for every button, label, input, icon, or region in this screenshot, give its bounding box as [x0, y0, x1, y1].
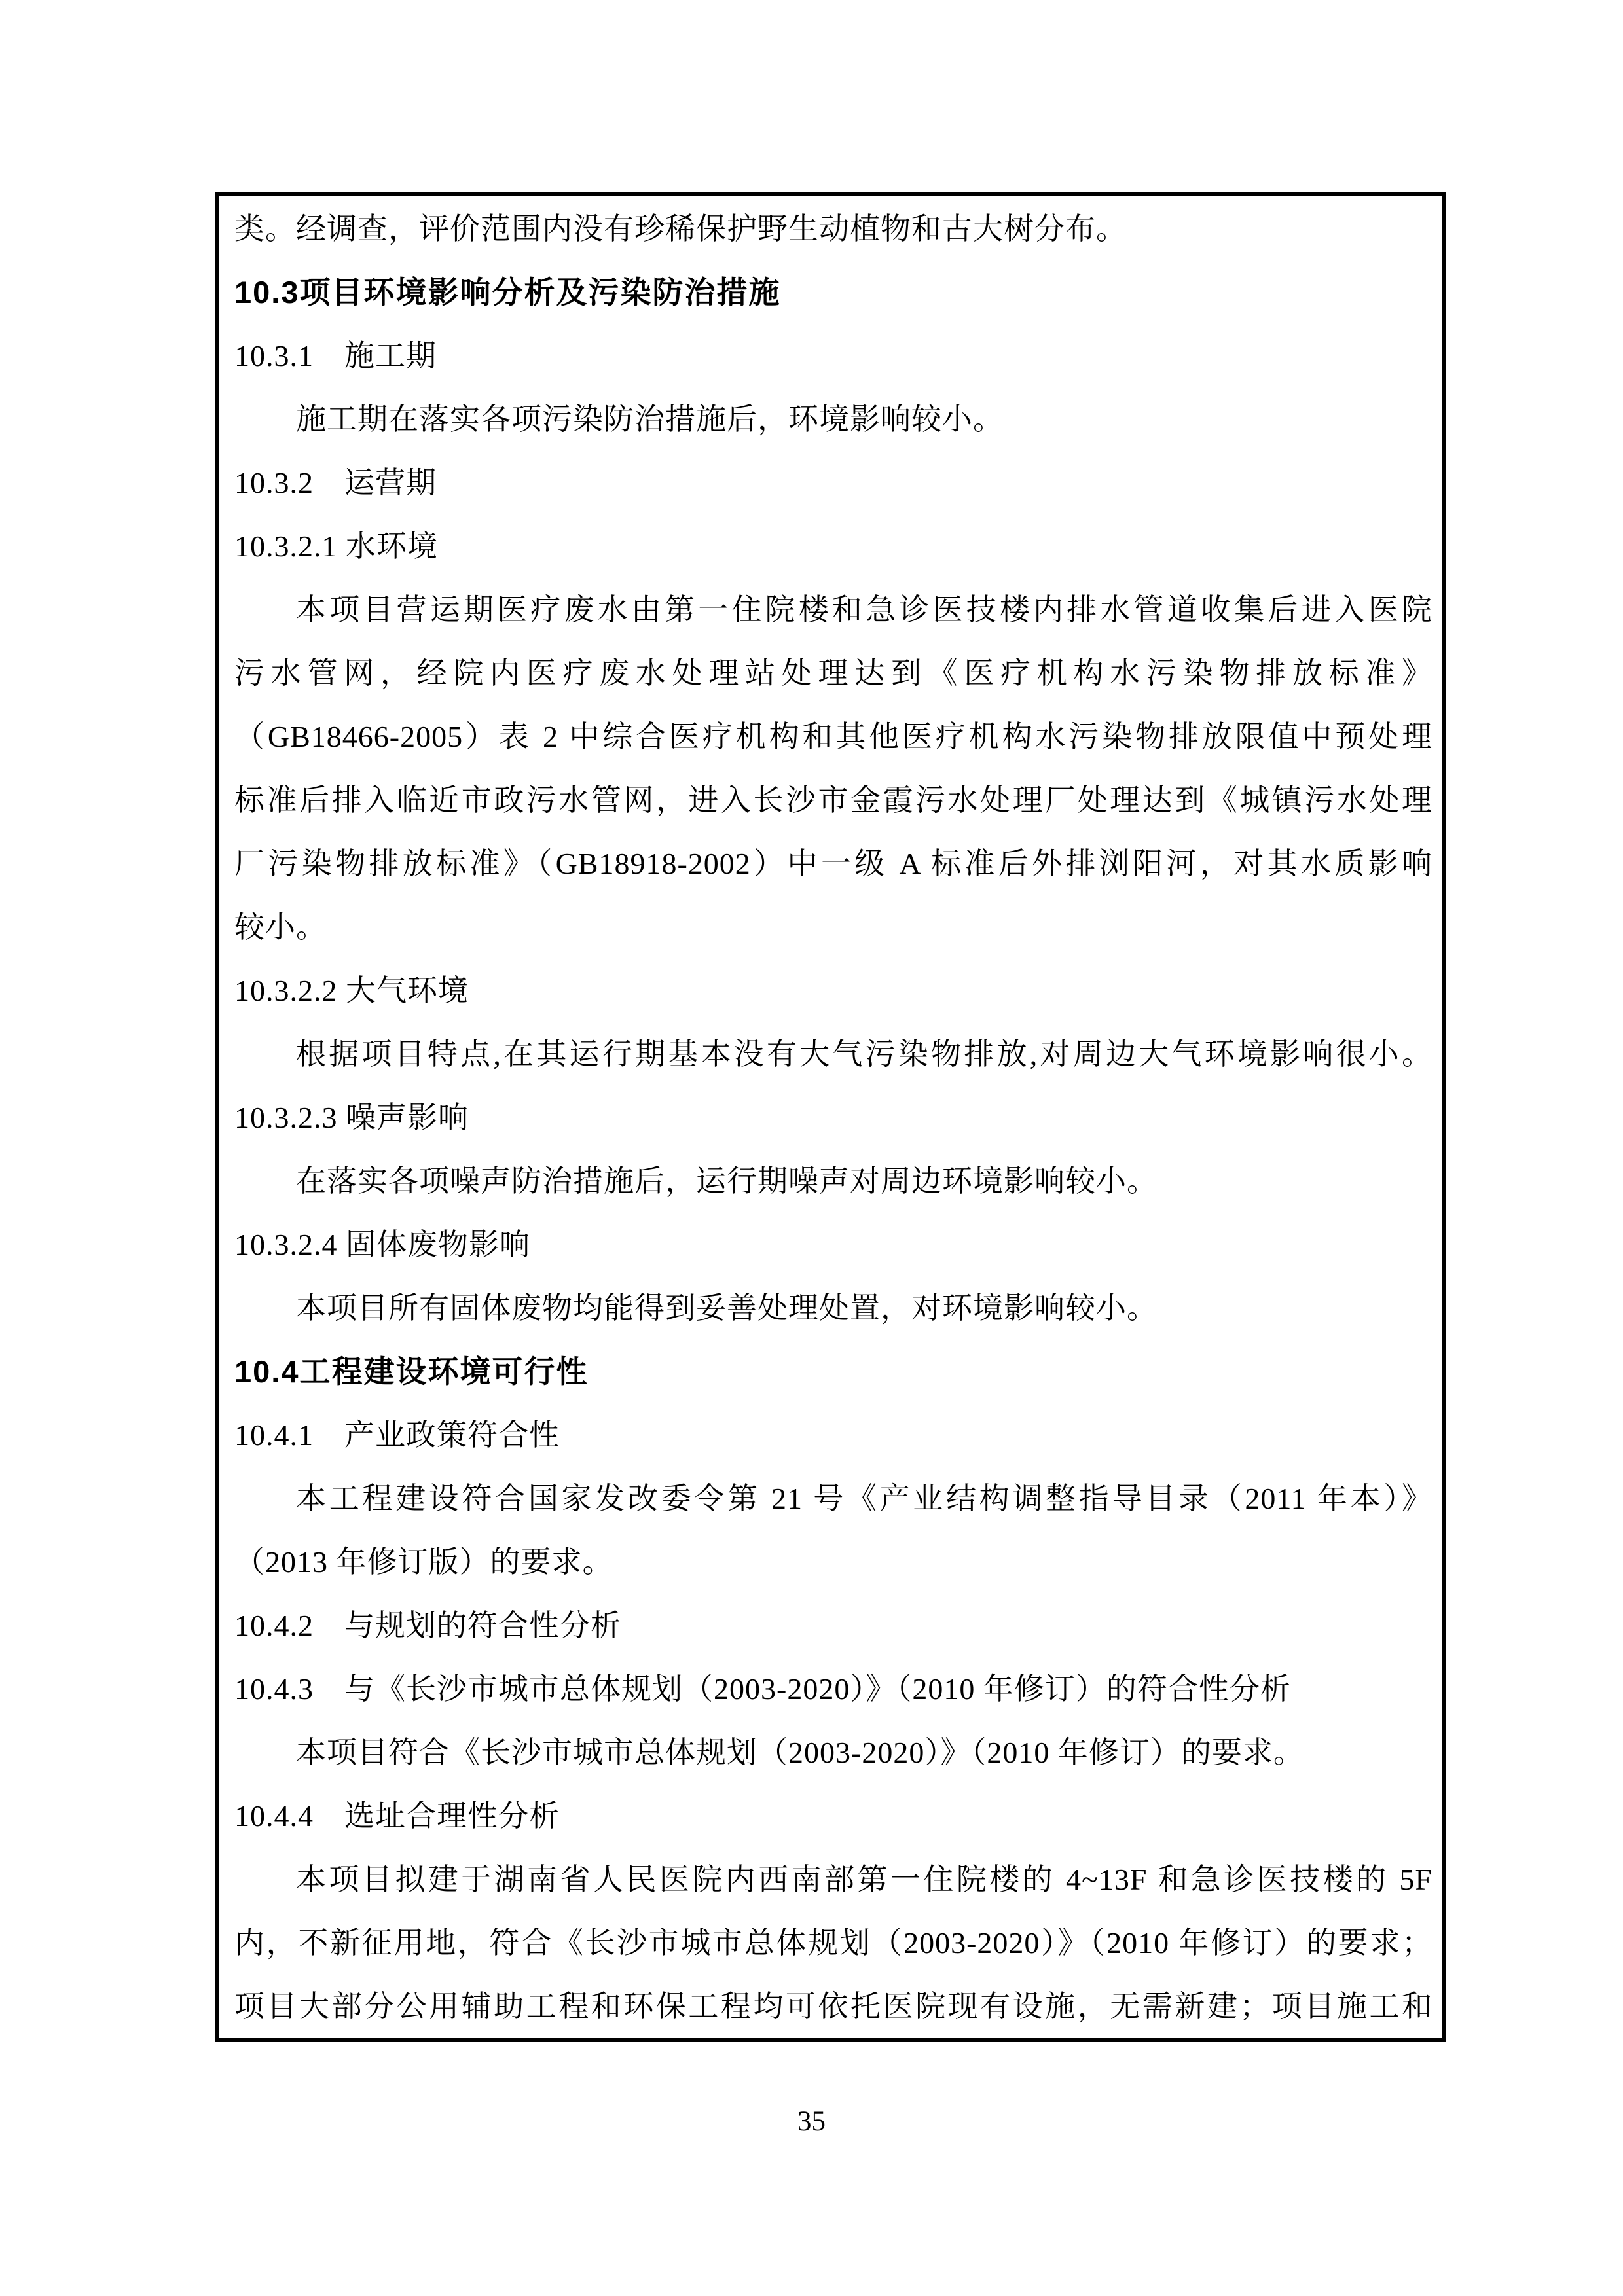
doc-line: 标准后排入临近市政污水管网，进入长沙市金霞污水处理厂处理达到《城镇污水处理 — [234, 783, 1432, 817]
doc-line: 本项目营运期医疗废水由第一住院楼和急诊医技楼内排水管道收集后进入医院 — [296, 593, 1432, 626]
doc-line: 本项目所有固体废物均能得到妥善处理处置，对环境影响较小。 — [296, 1291, 1158, 1325]
sub-heading: 10.3.1 施工期 — [234, 339, 437, 372]
sub-heading: 10.4.2 与规划的符合性分析 — [234, 1609, 621, 1642]
sub-heading: 10.4.1 产业政策符合性 — [234, 1418, 560, 1452]
sub-heading: 10.4.4 选址合理性分析 — [234, 1799, 560, 1833]
doc-line: 本项目拟建于湖南省人民医院内西南部第一住院楼的 4~13F 和急诊医技楼的 5F — [296, 1863, 1432, 1896]
doc-line: 在落实各项噪声防治措施后，运行期噪声对周边环境影响较小。 — [296, 1164, 1158, 1198]
doc-line: 污水管网，经院内医疗废水处理站处理达到《医疗机构水污染物排放标准》 — [234, 656, 1432, 690]
sub-heading: 10.3.2.3 噪声影响 — [234, 1101, 469, 1134]
page-number: 35 — [797, 2106, 826, 2137]
sub-heading: 10.4.3 与《长沙市城市总体规划（2003-2020）》（2010 年修订）的符合性分析 — [234, 1672, 1291, 1706]
doc-line: 项目大部分公用辅助工程和环保工程均可依托医院现有设施，无需新建；项目施工和 — [234, 1990, 1432, 2023]
doc-line: 施工期在落实各项污染防治措施后，环境影响较小。 — [296, 403, 1004, 436]
sub-heading: 10.3.2 运营期 — [234, 466, 437, 499]
doc-line: 内，不新征用地，符合《长沙市城市总体规划（2003-2020）》（2010 年修订）的要求； — [234, 1926, 1432, 1960]
doc-line: 厂污染物排放标准》（GB18918-2002）中一级 A 标准后外排浏阳河，对其水质影响 — [234, 847, 1432, 880]
sub-heading: 10.3.2.4 固体废物影响 — [234, 1228, 530, 1261]
doc-line: 本项目符合《长沙市城市总体规划（2003-2020）》（2010 年修订）的要求。 — [296, 1736, 1304, 1769]
content-border-box — [215, 192, 1446, 2042]
doc-line: 本工程建设符合国家发改委令第 21 号《产业结构调整指导目录（2011 年本）》 — [296, 1482, 1432, 1515]
doc-line: （GB18466-2005）表 2 中综合医疗机构和其他医疗机构水污染物排放限值中预处理 — [234, 720, 1432, 753]
doc-line: 根据项目特点,在其运行期基本没有大气污染物排放,对周边大气环境影响很小。 — [296, 1037, 1432, 1071]
section-heading: 10.3项目环境影响分析及污染防治措施 — [234, 275, 781, 310]
sub-heading: 10.3.2.2 大气环境 — [234, 974, 469, 1007]
doc-line: （2013 年修订版）的要求。 — [234, 1545, 613, 1579]
doc-line: 类。经调查，评价范围内没有珍稀保护野生动植物和古大树分布。 — [234, 212, 1127, 245]
sub-heading: 10.3.2.1 水环境 — [234, 529, 438, 563]
doc-line: 较小。 — [234, 910, 327, 944]
section-heading: 10.4工程建设环境可行性 — [234, 1354, 589, 1389]
